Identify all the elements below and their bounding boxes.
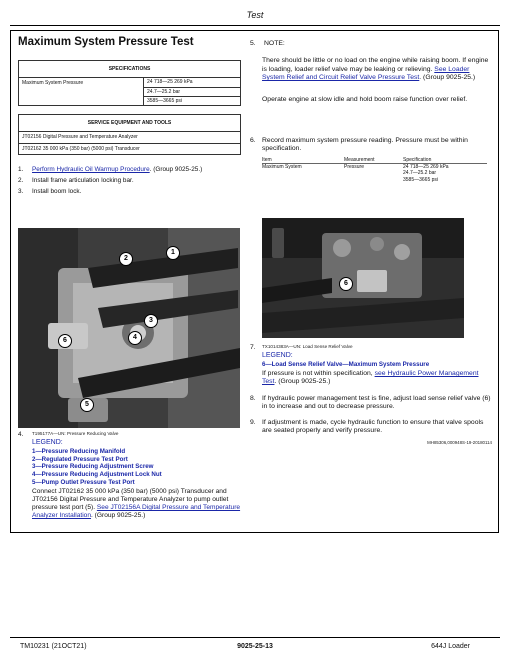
- step-6: 6. Record maximum system pressure reading. Pressure must be within specification. Item Measurement Specification Maximum System Pressure 24 718—25 269 kPa 24.7—25.2 bar 3585—3665 psi: [250, 137, 492, 183]
- step-4: 4. T195177A—UN: Pressure Reducing Valve LEGEND: 1—Pressure Reducing Manifold 2—Regulated Pressure Test Port 3—Pressure Reducing Adjustment Screw 4—Pressure Reducing Adjustment Lock Nut 5—Pump Outlet Pressure Test Port Connect JT02162 35 000 kPa (350 bar) (5000 psi) Transducer and JT02156 Digital Pressure and Temperature Analyzer to pump outlet pressure test port (5). See JT02156A Digital Pressure and Temperature Analyzer Installation. (Group 9025-25.): [18, 431, 248, 520]
- step-1: 1. Perform Hydraulic Oil Warmup Procedure. (Group 9025-25.): [18, 166, 203, 173]
- power-management-test-link[interactable]: see Hydraulic Power Management Test: [262, 369, 479, 386]
- legend-item: 2—Regulated Pressure Test Port: [32, 455, 128, 463]
- callout-6: 6: [58, 334, 72, 348]
- step-9: 9. If adjustment is made, cycle hydraulic function to ensure that valve spools are seated properly and verify pressure.: [250, 419, 484, 435]
- relief-valve-test-link[interactable]: See Loader System Relief and Circuit Relief Valve Pressure Test: [262, 65, 470, 82]
- measurement-table: Item Measurement Specification Maximum System Pressure 24 718—25 269 kPa 24.7—25.2 bar 3585—3665 psi: [262, 157, 487, 183]
- spec-value: 3585—3665 psi: [403, 176, 439, 183]
- measurement-type: Pressure: [344, 164, 365, 171]
- legend-item: 5—Pump Outlet Pressure Test Port: [32, 478, 135, 486]
- legend-title: LEGEND:: [262, 352, 293, 360]
- footer-manual-id: TM10231 (21OCT21): [20, 643, 87, 650]
- legend-item: 6—Load Sense Relief Valve—Maximum System Pressure: [262, 361, 430, 369]
- callout-5: 5: [80, 398, 94, 412]
- note-text: There should be little or no load on the engine while raising boom. If engine is loading, loader relief valve may be leaking or relieving. See Loader System Relief and Circuit Relief Valve Pressure Test. (Group 9025-25.): [262, 57, 489, 82]
- step-5-instruction: Operate engine at slow idle and hold boom raise function over relief.: [262, 95, 468, 103]
- step-8: 8. If hydraulic power management test is fine, adjust load sense relief valve (6) in to increase and out to decrease pressure.: [250, 395, 491, 411]
- tool-item: JT02156 Digital Pressure and Temperature Analyzer: [19, 132, 241, 143]
- specifications-table: [18, 60, 241, 106]
- step-2: 2. Install frame articulation locking bar.: [18, 177, 134, 184]
- analyzer-installation-link[interactable]: See JT02156A Digital Pressure and Temperature Analyzer Installation: [32, 503, 241, 520]
- step-5: 5. NOTE: There should be little or no load on the engine while raising boom. If engine is loading, loader relief valve may be leaking or relieving. See Loader System Relief and Circuit Relief Valve Pressure Test. (Group 9025-25.) Operate engine at slow idle and hold boom raise function over relief.: [250, 40, 492, 104]
- photo1-caption: T195177A—UN: Pressure Reducing Valve: [32, 431, 119, 436]
- pressure-reducing-valve-photo: [18, 228, 240, 428]
- tools-heading: SERVICE EQUIPMENT AND TOOLS: [19, 115, 241, 132]
- footer-model: 644J Loader: [431, 643, 470, 650]
- tools-table: [18, 114, 241, 155]
- footer-rule: [10, 637, 500, 638]
- callout-2: 2: [119, 252, 133, 266]
- steps-list-left: [18, 166, 248, 199]
- footer-page-number: 9025-25-13: [237, 643, 273, 650]
- relief-valve-illustration: [262, 218, 464, 338]
- header-rule: [10, 25, 500, 26]
- measurement-item: Maximum System: [262, 164, 302, 171]
- photo2-caption: TX1014383A—UN: Load Sense Relief Valve: [262, 344, 353, 349]
- page-title: Maximum System Pressure Test: [18, 36, 194, 48]
- page-header: Test: [246, 10, 264, 20]
- legend-title: LEGEND:: [32, 439, 63, 446]
- spec-heading: SPECIFICATIONS: [19, 61, 241, 78]
- spec-value: 24 718—25 269 kPa: [403, 164, 449, 171]
- legend-item: 3—Pressure Reducing Adjustment Screw: [32, 463, 154, 471]
- legend-item: 1—Pressure Reducing Manifold: [32, 447, 126, 455]
- tool-item: JT02162 35 000 kPa (350 bar) (5000 psi) Transducer: [19, 143, 241, 154]
- load-sense-relief-valve-photo: [262, 218, 464, 338]
- callout-4: 4: [128, 331, 142, 345]
- callout-3: 3: [144, 314, 158, 328]
- warmup-procedure-link[interactable]: Perform Hydraulic Oil Warmup Procedure: [32, 166, 150, 173]
- step-7: 7. TX1014383A—UN: Load Sense Relief Valve LEGEND: 6—Load Sense Relief Valve—Maximum System Pressure If pressure is not within specification, see Hydraulic Power Management Test. (Group 9025-25.): [250, 344, 492, 387]
- step-4-text: Connect JT02162 35 000 kPa (350 bar) (5000 psi) Transducer and JT02156 Digital Pressure and Temperature Analyzer to pump outlet pressure test port (5). See JT02156A Digital Pressure and Temperature Analyzer Installation. (Group 9025-25.): [32, 487, 241, 520]
- note-label: NOTE:: [264, 40, 285, 47]
- spec-value: 24.7—25.2 bar: [403, 170, 437, 177]
- legend-item: 4—Pressure Reducing Adjustment Lock Nut: [32, 471, 162, 478]
- callout-1: 1: [166, 246, 180, 260]
- document-reference: MH85306,000948S-19-20180114: [427, 440, 492, 445]
- spec-value: 3585—3665 psi: [147, 97, 183, 104]
- step-7-text: If pressure is not within specification, see Hydraulic Power Management Test. (Group 9025-25.): [262, 369, 479, 386]
- callout-6-relief: 6: [339, 277, 353, 291]
- spec-value: 24.7—25.2 bar: [144, 88, 240, 97]
- spec-value: 24 718—25 269 kPa: [144, 78, 240, 87]
- spec-item: Maximum System Pressure: [19, 78, 144, 106]
- step-3: 3. Install boom lock.: [18, 188, 82, 195]
